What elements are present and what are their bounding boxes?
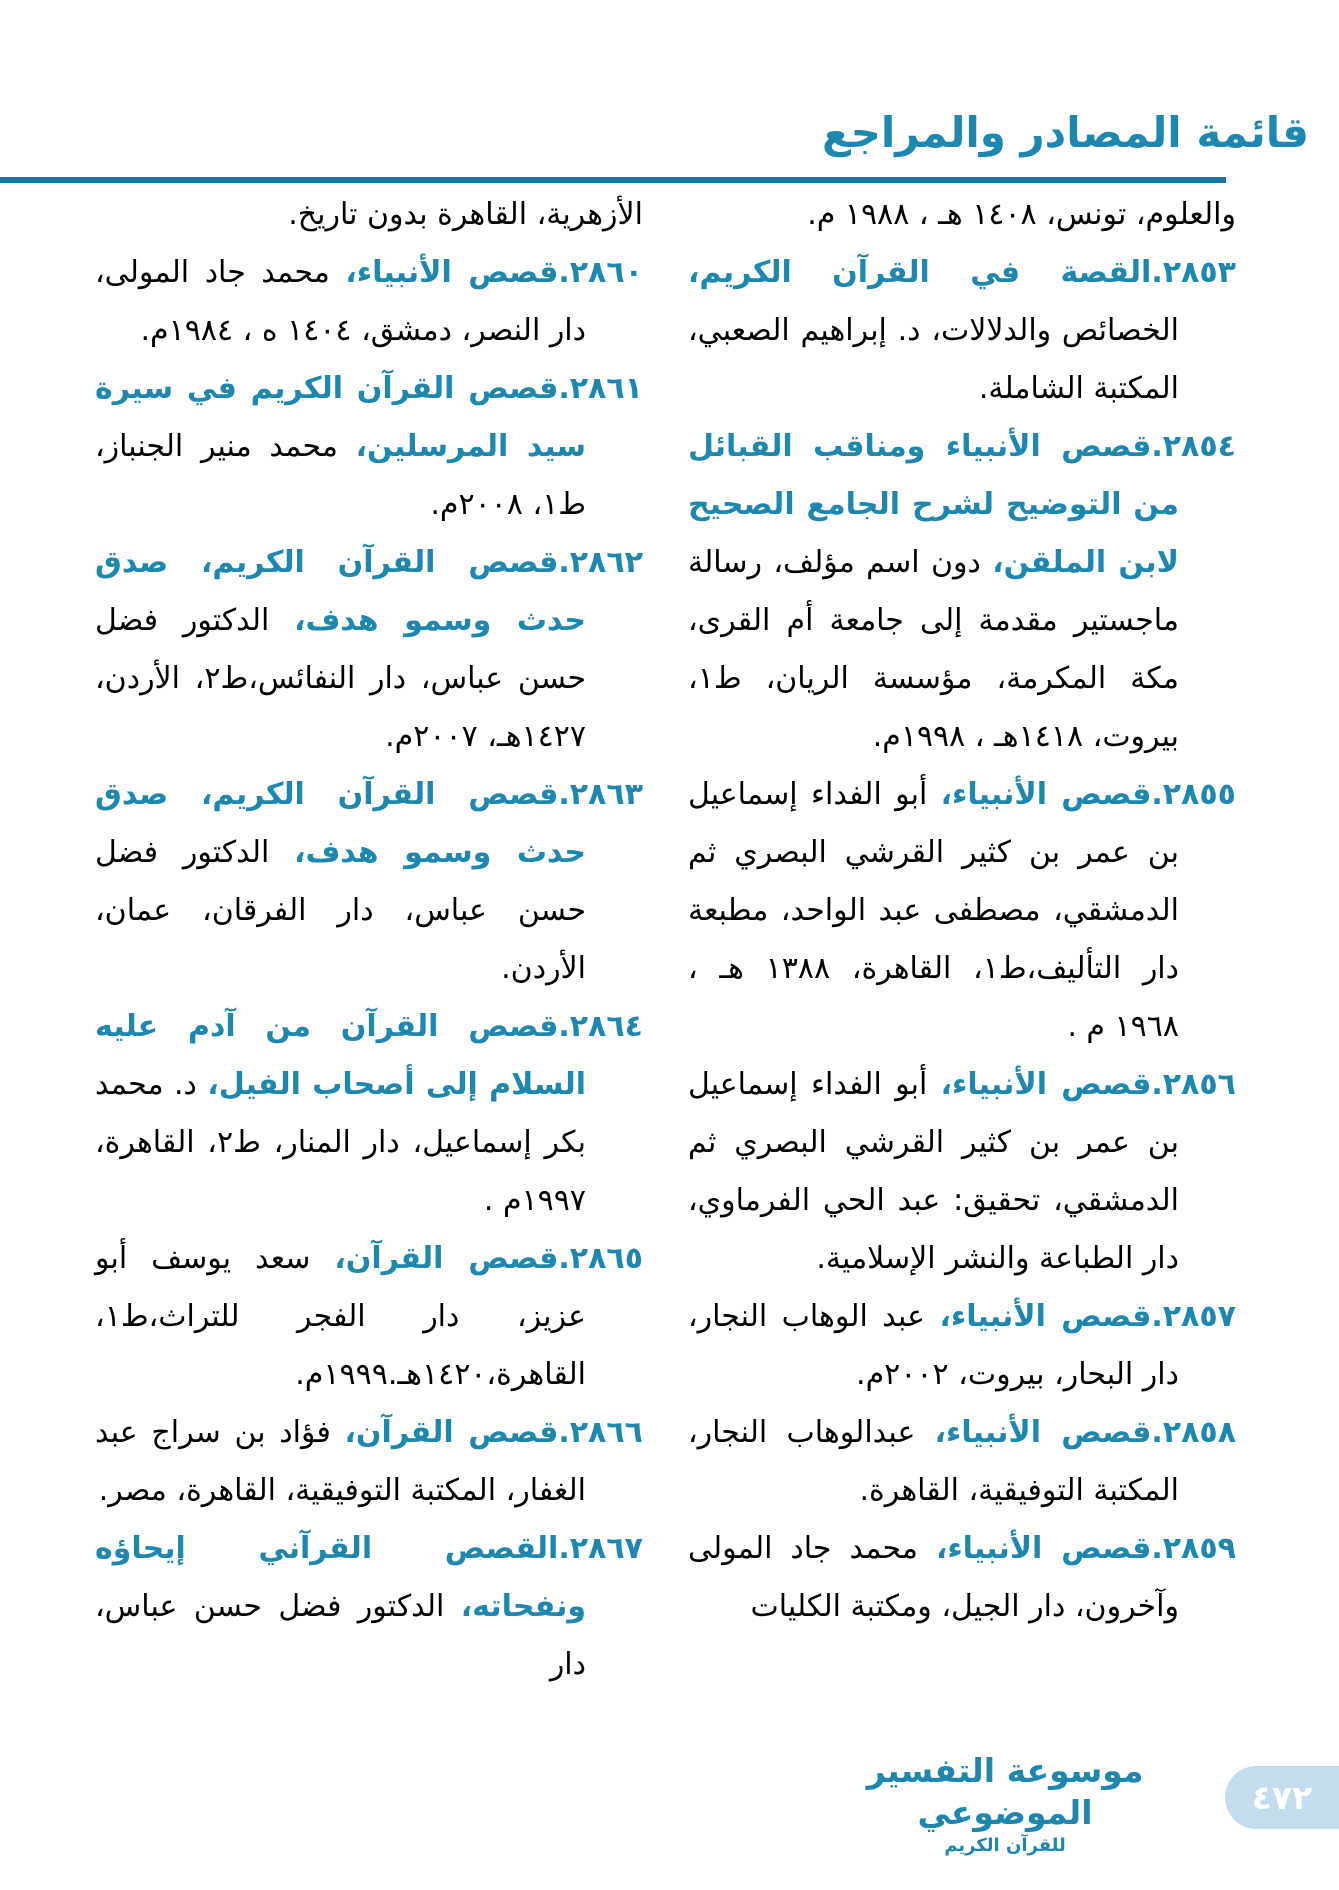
entry-number: ٢٨٦٣. xyxy=(558,777,643,812)
entry-number: ٢٨٦٠. xyxy=(558,255,643,290)
bib-entry: ٢٨٥٨.قصص الأنبياء، عبدالوهاب النجار، المكتبة التوفيقية، القاهرة. xyxy=(688,1415,1237,1508)
entry-number: ٢٨٥٣. xyxy=(1151,255,1236,290)
entry-number: ٢٨٥٨. xyxy=(1151,1415,1237,1450)
bib-entry: ٢٨٥٣.القصة في القرآن الكريم، الخصائص والدلالات، د. إبراهيم الصعبي، المكتبة الشاملة. xyxy=(688,255,1236,406)
entry-title: قصص الأنبياء، xyxy=(940,1067,1152,1102)
entry-number: ٢٨٦٥. xyxy=(558,1241,644,1276)
entry-title: قصص القرآن الكريم، صدق حدث وسمو هدف، xyxy=(95,777,586,870)
bib-entry: ٢٨٦٥.قصص القرآن، سعد يوسف أبو عزيز، دار الفجر للتراث،ط١، القاهرة،١٤٢٠هـ.١٩٩٩م. xyxy=(95,1241,644,1392)
entry-title: القصة في القرآن الكريم، xyxy=(688,255,1152,290)
bib-entry: ٢٨٥٥.قصص الأنبياء، أبو الفداء إسماعيل بن عمر بن كثير القرشي البصري ثم الدمشقي، مصطفى عبد الواحد، مطبعة دار التأليف،ط١، القاهرة، ١٣٨٨ هـ ، ١٩٦٨ م . xyxy=(688,777,1236,1044)
bib-entry: ٢٨٦٤.قصص القرآن من آدم عليه السلام إلى أصحاب الفيل، د. محمد بكر إسماعيل، دار المنار، ط٢، القاهرة، ١٩٩٧م . xyxy=(95,1009,643,1218)
entry-title: قصص القرآن من آدم عليه السلام إلى أصحاب الفيل، xyxy=(95,1009,587,1102)
bib-entry: ٢٨٦٣.قصص القرآن الكريم، صدق حدث وسمو هدف، الدكتور فضل حسن عباس، دار الفرقان، عمان، الأردن. xyxy=(95,777,643,986)
publisher-logo-line2: للقرآن الكريم xyxy=(944,1835,1066,1856)
bib-entry: ٢٨٥٦.قصص الأنبياء، أبو الفداء إسماعيل بن عمر بن كثير القرشي البصري ثم الدمشقي، تحقيق: عبد الحي الفرماوي، دار الطباعة والنشر الإسلامية. xyxy=(688,1067,1236,1276)
entry-number: ٢٨٥٧. xyxy=(1151,1299,1236,1334)
bib-entry: ٢٨٥٩.قصص الأنبياء، محمد جاد المولى وآخرون، دار الجيل، ومكتبة الكليات xyxy=(688,1531,1236,1624)
entry-number: ٢٨٦٧. xyxy=(558,1531,643,1566)
entry-title: قصص الأنبياء، xyxy=(935,1531,1152,1566)
bib-entry: ٢٨٦٧.القصص القرآني إيحاؤه ونفحاته، الدكتور فضل حسن عباس، دار xyxy=(95,1531,643,1682)
bib-entry: ٢٨٥٤.قصص الأنبياء ومناقب القبائل من التوضيح لشرح الجامع الصحيح لابن الملقن، دون اسم مؤلف، رسالة ماجستير مقدمة إلى جامعة أم القرى، مكة المكرمة، مؤسسة الريان، ط١، بيروت، ١٤١٨هـ ، ١٩٩٨م. xyxy=(688,429,1236,754)
page-number-badge: ٤٧٢ xyxy=(1225,1766,1339,1829)
entry-title: قصص الأنبياء، xyxy=(939,1299,1152,1334)
page-header-title: قائمة المصادر والمراجع xyxy=(821,108,1309,157)
bib-continuation: والعلوم، تونس، ١٤٠٨ هـ ، ١٩٨٨ م. xyxy=(807,197,1236,232)
entry-number: ٢٨٦٢. xyxy=(558,545,643,580)
entry-title: قصص القرآن، xyxy=(334,1241,559,1276)
entry-number: ٢٨٦٦. xyxy=(558,1415,643,1450)
entry-title: قصص الأنبياء، xyxy=(345,255,559,290)
bib-entry: ٢٨٦٢.قصص القرآن الكريم، صدق حدث وسمو هدف، الدكتور فضل حسن عباس، دار النفائس،ط٢، الأردن، ١٤٢٧هـ، ٢٠٠٧م. xyxy=(95,545,643,754)
entry-title: قصص القرآن، xyxy=(344,1415,559,1450)
entry-title: قصص الأنبياء، xyxy=(940,777,1152,812)
entry-title: قصص الأنبياء ومناقب القبائل من التوضيح لشرح الجامع الصحيح لابن الملقن، xyxy=(688,429,1180,580)
entry-number: ٢٨٥٦. xyxy=(1151,1067,1236,1102)
entry-number: ٢٨٥٥. xyxy=(1151,777,1236,812)
bib-continuation: الأزهرية، القاهرة بدون تاريخ. xyxy=(288,197,643,232)
bibliography-column-left xyxy=(95,186,643,1694)
bib-entry: ٢٨٥٧.قصص الأنبياء، عبد الوهاب النجار، دار البحار، بيروت، ٢٠٠٢م. xyxy=(688,1299,1236,1392)
entry-title: قصص القرآن الكريم في سيرة سيد المرسلين، xyxy=(95,371,587,464)
bib-entry: ٢٨٦٠.قصص الأنبياء، محمد جاد المولى، دار النصر، دمشق، ١٤٠٤ ه ، ١٩٨٤م. xyxy=(95,255,643,348)
entry-title: قصص الأنبياء، xyxy=(934,1415,1152,1450)
bib-entry: ٢٨٦١.قصص القرآن الكريم في سيرة سيد المرسلين، محمد منير الجنباز، ط١، ٢٠٠٨م. xyxy=(95,371,643,522)
bibliography-column-right xyxy=(688,186,1236,1636)
entry-number: ٢٨٦١. xyxy=(558,371,643,406)
entry-number: ٢٨٥٩. xyxy=(1151,1531,1236,1566)
bib-entry: ٢٨٦٦.قصص القرآن، فؤاد بن سراج عبد الغفار، المكتبة التوفيقية، القاهرة، مصر. xyxy=(95,1415,643,1508)
publisher-logo-line1: موسوعة التفسير الموضوعي xyxy=(866,1751,1144,1832)
publisher-logo xyxy=(850,1750,1160,1858)
entry-number: ٢٨٥٤. xyxy=(1151,429,1236,464)
entry-title: قصص القرآن الكريم، صدق حدث وسمو هدف، xyxy=(95,545,586,638)
entry-title: القصص القرآني إيحاؤه ونفحاته، xyxy=(95,1531,586,1624)
header-divider xyxy=(0,177,1226,183)
entry-number: ٢٨٦٤. xyxy=(558,1009,643,1044)
